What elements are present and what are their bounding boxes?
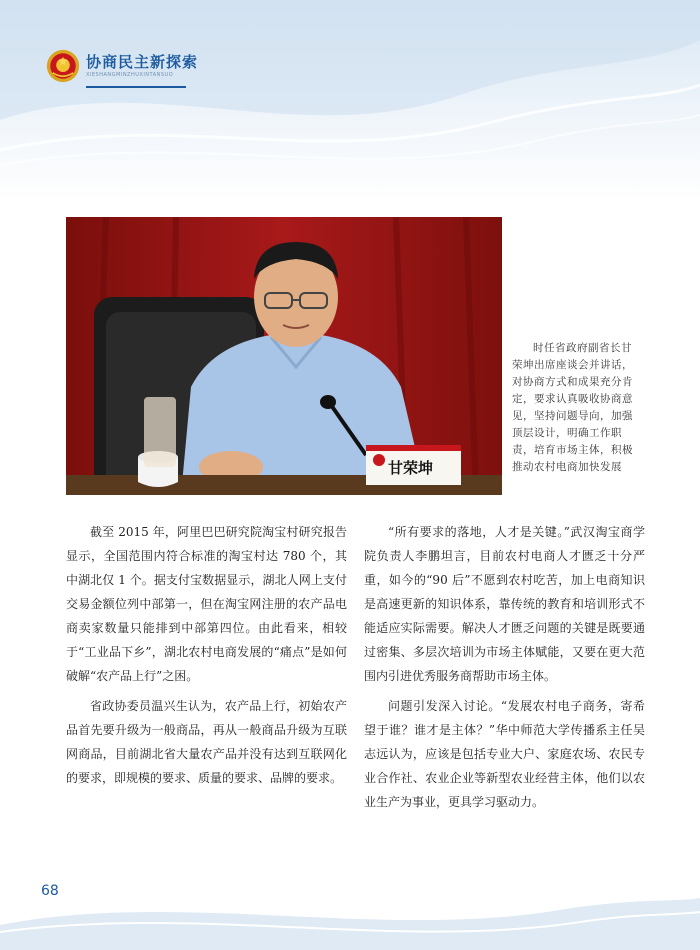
paragraph: “所有要求的落地，人才是关键。”武汉淘宝商学院负责人李鹏坦言，目前农村电商人才匮乏十分严重，如今的“90 后”不愿到农村吃苦，加上电商知识是高速更新的知识体系，靠传统的教育和培训形式不能适应实际需要。解决人才匮乏问题的关键是既要通过密集、多层次培训为市场主体赋能，又要在更大范围内引进优秀服务商帮助市场主体。	[364, 525, 645, 683]
article-column-right	[364, 520, 645, 820]
header-wave-decoration	[0, 0, 700, 200]
section-title: 协商民主新探索	[86, 53, 199, 71]
cppcc-emblem-icon	[46, 49, 80, 83]
photo-caption: 时任省政府副省长甘荣坤出席座谈会并讲话，对协商方式和成果充分肯定，要求认真吸收协商意见，坚持问题导向，加强顶层设计，明确工作职责，培育市场主体，积极推动农村电商加快发展	[512, 342, 633, 473]
meeting-photo	[66, 217, 502, 495]
article-column-left	[66, 520, 347, 796]
section-pinyin: XIESHANGMINZHUXINTANSUO	[86, 72, 174, 78]
running-header	[46, 48, 198, 84]
paragraph: 问题引发深入讨论。“发展农村电子商务，寄希望于谁？谁才是主体？”华中师范大学传播系主任吴志远认为，应该是包括专业大户、家庭农场、农民专业合作社、农业企业等新型农业经营主体，他们以农业生产为事业，更具学习驱动力。	[364, 699, 645, 809]
footer-wave-decoration	[0, 870, 700, 950]
paragraph: 省政协委员温兴生认为，农产品上行，初始农产品首先要升级为一般商品，再从一般商品升级为互联网商品，目前湖北省大量农产品并没有达到互联网化的要求，即规模的要求、质量的要求、品牌的要求。	[66, 699, 347, 785]
speaker-illustration	[66, 217, 502, 495]
nameplate-text: 甘荣坤	[388, 459, 434, 477]
header-rule	[86, 86, 186, 88]
paragraph: 截至 2015 年，阿里巴巴研究院淘宝村研究报告显示，全国范围内符合标准的淘宝村达 780 个，其中湖北仅 1 个。据支付宝数据显示，湖北人网上支付交易金额位列中部第一，但在淘宝网注册的农产品电商卖家数量只能排到中部第四位。由此看来，相较于“工业品下乡”，湖北农村电商发展的“痛点”是如何破解“农产品上行”之困。	[66, 525, 347, 683]
page-number: 68	[41, 883, 59, 899]
